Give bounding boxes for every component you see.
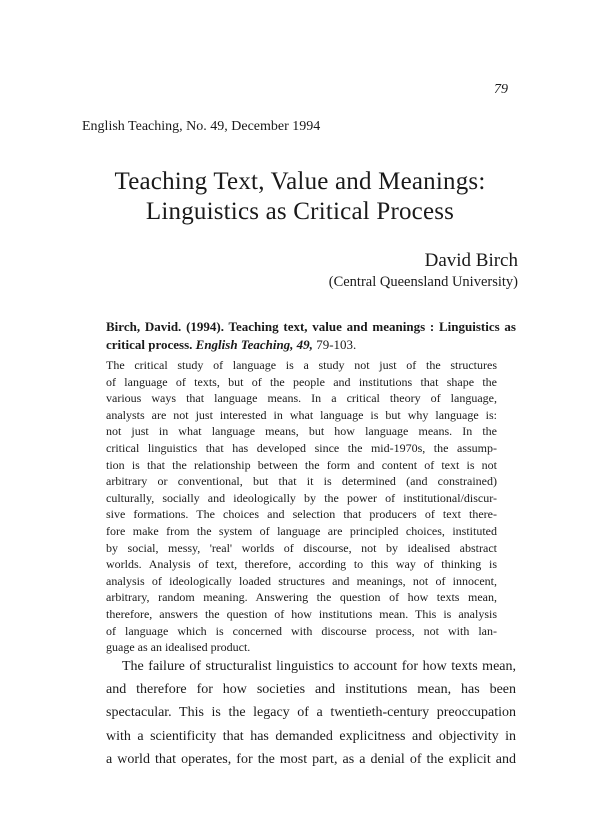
author-affiliation: (Central Queensland University) <box>328 274 518 290</box>
body-line: spectacular. This is the legacy of a twentieth-century preoccupation <box>106 705 516 721</box>
abstract-line: of language of texts, but of the people and institutions that shape the <box>106 374 497 389</box>
body-line: and therefore for how societies and institutions mean, has been <box>106 682 516 698</box>
body-paragraph <box>106 655 516 771</box>
abstract-line: arbitrary or conventional, but that it is determined (and constrained) <box>106 474 497 489</box>
page-number: 79 <box>494 82 508 97</box>
abstract-line: arbitrary, random meaning. Answering the question of how texts mean, <box>106 590 497 605</box>
abstract-line: sive formations. The choices and selection that producers of text there- <box>106 507 497 522</box>
abstract-line: analysis of ideologically loaded structures and meanings, not of innocent, <box>106 573 497 588</box>
citation-pages: 79-103. <box>316 337 357 352</box>
abstract-line: tion is that the relationship between the form and content of text is not <box>106 457 497 472</box>
article-title <box>0 167 600 227</box>
journal-header: English Teaching, No. 49, December 1994 <box>82 119 321 134</box>
abstract-line: various ways that language means. In a critical theory of language, <box>106 391 497 406</box>
abstract <box>106 357 497 656</box>
author-name: David Birch <box>424 250 518 271</box>
abstract-line: therefore, answers the question of how institutions mean. This is analysis <box>106 606 497 621</box>
abstract-line: analysts are not just interested in what language is but why language is: <box>106 407 497 422</box>
citation-journal: English Teaching, 49, <box>195 337 313 352</box>
abstract-line: The critical study of language is a study not just of the structures <box>106 358 497 372</box>
abstract-line: guage as an idealised product. <box>106 640 251 655</box>
abstract-line: by social, messy, 'real' worlds of discourse, not by idealised abstract <box>106 540 497 555</box>
citation-main: Birch, David. (1994). Teaching text, value and meanings : Linguistics as critical process. <box>106 319 516 352</box>
abstract-line: fore make from the system of language are principled choices, instituted <box>106 523 497 538</box>
abstract-line: critical linguistics that has developed since the mid-1970s, the assump- <box>106 440 497 455</box>
title-line-1: Teaching Text, Value and Meanings: <box>114 168 486 195</box>
title-line-2: Linguistics as Critical Process <box>145 198 455 225</box>
body-line: The failure of structuralist linguistics to account for how texts mean, <box>122 659 516 674</box>
body-line: with a scientificity that has demanded explicitness and objectivity in <box>106 728 516 744</box>
citation <box>106 318 516 354</box>
abstract-line: culturally, socially and ideologically by the power of institutional/discur- <box>106 490 497 505</box>
abstract-line: worlds. Analysis of text, therefore, according to this way of thinking is <box>106 557 497 572</box>
abstract-line: not just in what language means, but how language means. In the <box>106 424 497 439</box>
body-line: a world that operates, for the most part, as a denial of the explicit and <box>106 751 516 767</box>
abstract-line: of language which is concerned with discourse process, not with lan- <box>106 623 497 638</box>
